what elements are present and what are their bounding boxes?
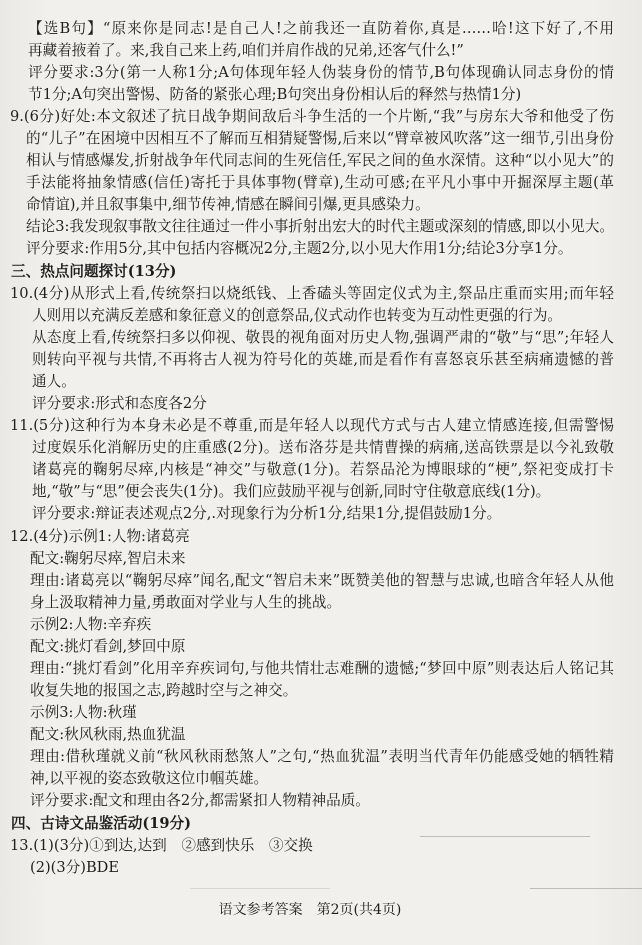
q11-line: 诸葛亮的鞠躬尽瘁,内核是“神交”与敬意(1分)。若祭品沦为博眼球的“梗”,祭祀变成打卡 bbox=[32, 461, 614, 478]
q12-line: 配文:秋风秋雨,热血犹温 bbox=[30, 726, 186, 743]
q9-line: 相认与情感爆发,折射战争年代同志间的生死信任,军民之间的鱼水深情。这种“以小见大”的 bbox=[26, 152, 614, 169]
q8-scoring-line: 评分要求:3分(第一人称1分;A句体现年轻人伪装身份的情节,B句体现确认同志身份的情 bbox=[28, 64, 614, 81]
q10-line: 10.(4分)从形式上看,传统祭扫以烧纸钱、上香磕头等固定仪式为主,祭品庄重而实用;而年轻 bbox=[10, 285, 614, 302]
q9-line: 的“儿子”在困境中因相互不了解而互相猜疑警惕,后来以“臂章被风吹落”这一细节,引出身份 bbox=[26, 130, 614, 147]
q12-line: 配文:鞠躬尽瘁,智启未来 bbox=[30, 550, 186, 567]
q10-line: 则转向平视与共情,不再将古人视为符号化的英雄,而是看作有喜怒哀乐甚至病痛遗憾的普 bbox=[32, 351, 614, 368]
q10-line: 从态度上看,传统祭扫多以仰视、敬畏的视角面对历史人物,强调严肃的“敬”与“思”;年轻人 bbox=[32, 329, 614, 346]
q9-scoring: 评分要求:作用5分,其中包括内容概况2分,主题2分,以小见大作用1分;结论3分享1分。 bbox=[26, 240, 573, 257]
scan-rule bbox=[530, 888, 642, 889]
q12-line: 身上汲取精神力量,勇敢面对学业与人生的挑战。 bbox=[30, 594, 342, 611]
q12-line: 理由:诸葛亮以“鞠躬尽瘁”闻名,配文“智启未来”既赞美他的智慧与忠诚,也暗含年轻人从他 bbox=[30, 572, 614, 589]
q13-line: (2)(3分)BDE bbox=[30, 859, 120, 876]
q12-line: 收复失地的报国之志,跨越时空与之神交。 bbox=[30, 682, 298, 699]
q10-scoring: 评分要求:形式和态度各2分 bbox=[32, 395, 207, 412]
q9-line: 命情谊),并且叙事集中,细节传神,情感在瞬间引爆,更具感染力。 bbox=[26, 196, 430, 213]
q11-scoring: 评分要求:辩证表述观点2分,.对现象行为分析1分,结果1分,提倡鼓励1分。 bbox=[32, 505, 502, 522]
q12-line: 配文:挑灯看剑,梦回中原 bbox=[30, 638, 186, 655]
page-footer: 语文参考答案 第2页(共4页) bbox=[218, 902, 402, 918]
q8-scoring-line: 节1分;A句突出警惕、防备的紧张心理;B句突出身份相认后的释然与热情1分) bbox=[28, 86, 522, 103]
scan-rule bbox=[190, 888, 330, 889]
q12-line: 神,以平视的姿态致敬这位巾帼英雄。 bbox=[30, 770, 269, 787]
q12-line: 理由:“挑灯看剑”化用辛弃疾词句,与他共情壮志难酬的遗憾;“梦回中原”则表达后人铭记其 bbox=[30, 660, 614, 677]
q12-line: 示例2:人物:辛弃疾 bbox=[30, 616, 152, 633]
q9-line: 9.(6分)好处:本文叙述了抗日战争期间敌后斗争生活的一个片断,“我”与房东大爷和他受了伤 bbox=[10, 108, 614, 125]
q8-line: 再藏着掖着了。来,我自己来上药,咱们并肩作战的兄弟,还客气什么!” bbox=[28, 42, 464, 59]
q10-line: 通人。 bbox=[32, 373, 76, 390]
q12-line: 理由:借秋瑾就义前“秋风秋雨愁煞人”之句,“热血犹温”表明当代青年仍能感受她的牺牲精 bbox=[30, 748, 614, 765]
q9-line: 手法能将抽象情感(信任)寄托于具体事物(臂章),生动可感;在平凡小事中开掘深厚主题(革 bbox=[26, 174, 614, 191]
q13-line: 13.(1)(3分)①到达,达到 ②感到快乐 ③交换 bbox=[10, 837, 313, 854]
q12-line: 示例3:人物:秋瑾 bbox=[30, 704, 137, 721]
section-3-heading: 三、热点问题探讨(13分) bbox=[11, 263, 177, 280]
section-4-heading: 四、古诗文品鉴活动(19分) bbox=[11, 815, 192, 832]
q11-line: 11.(5分)这种行为本身未必是不尊重,而是年轻人以现代方式与古人建立情感连接,但需警惕 bbox=[10, 417, 614, 434]
scan-rule bbox=[420, 836, 590, 837]
q12-scoring: 评分要求:配文和理由各2分,都需紧扣人物精神品质。 bbox=[30, 792, 370, 809]
q9-conclusion: 结论3:我发现叙事散文往往通过一件小事折射出宏大的时代主题或深刻的情感,即以小见大。 bbox=[26, 218, 615, 235]
q11-line: 地,“敬”与“思”便会丧失(1分)。我们应鼓励平视与创新,同时守住敬意底线(1分)。 bbox=[32, 483, 551, 500]
q11-line: 过度娱乐化消解历史的庄重感(2分)。送布洛芬是共情曹操的病痛,送高铁票是以今礼致敬 bbox=[32, 439, 614, 456]
q12-line: 12.(4分)示例1:人物:诸葛亮 bbox=[10, 528, 190, 545]
q10-line: 人则用以充满反差感和象征意义的创意祭品,仪式动作也转变为互动性更强的行为。 bbox=[32, 307, 563, 324]
q8-line: 【选B句】“原来你是同志!是自己人!之前我还一直防着你,真是……哈!这下好了,不用 bbox=[28, 20, 614, 37]
